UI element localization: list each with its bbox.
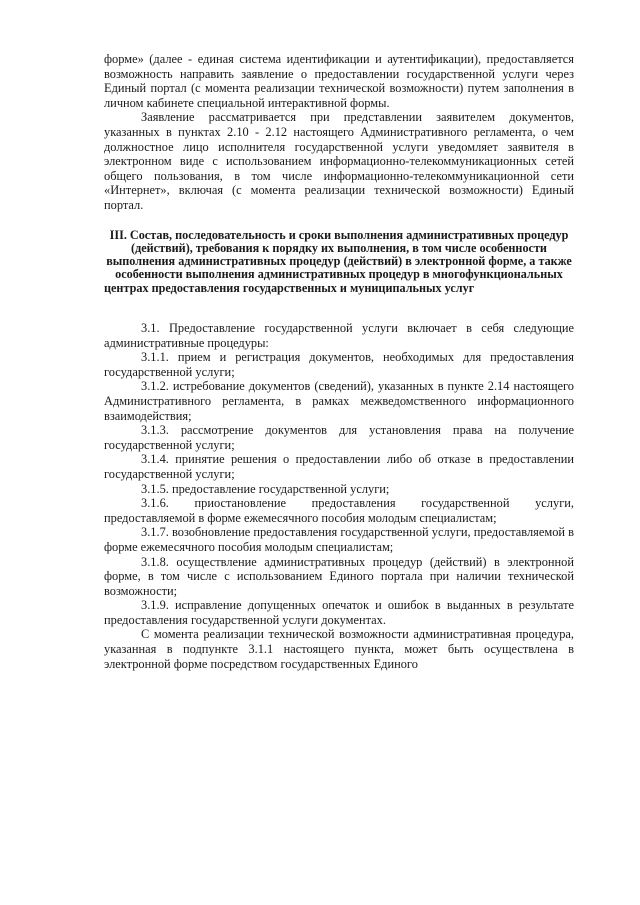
section-heading: III. Состав, последовательность и сроки выполнения административных процедур (действий), требования к порядку их выполнения, в том числе особенности выполнения административных процедур (действий) в электронной форме, а также особенности выполнения административных процедур в многофункциональных центрах предоставления государственных и муниципальных услуг — [104, 227, 572, 295]
list-item-3-1-2: 3.1.2. истребование документов (сведений), указанных в пункте 2.14 настоящего Административного регламента, в рамках межведомственного информационного взаимодействия; — [104, 379, 574, 423]
paragraph-2: Заявление рассматривается при представлении заявителем документов, указанных в пунктах 2.10 - 2.12 настоящего Административного регламента, о чем должностное лицо исполнителя государственной услуги уведомляет заявителя в электронном виде с использованием информационно-телекоммуникационных сетей общего пользования, в том числе информационно-телекоммуникационной сети «Интернет», включая (с момента реализации технической возможности) Единый портал. — [104, 110, 574, 212]
closing-paragraph: С момента реализации технической возможности административная процедура, указанная в подпункте 3.1.1 настоящего пункта, может быть осуществлена в электронной форме посредством государственных Единого — [104, 627, 574, 671]
paragraph-1: форме» (далее - единая система идентификации и аутентификации), предоставляется возможность направить заявление о предоставлении государственной услуги через Единый портал (с момента реализации технической возможности) путем заполнения в личном кабинете специальной интерактивной формы. — [104, 52, 574, 110]
list-item-3-1-6: 3.1.6. приостановление предоставления государственной услуги, предоставляемой в форме ежемесячного пособия молодым специалистам; — [104, 496, 574, 525]
list-item-3-1-3: 3.1.3. рассмотрение документов для установления права на получение государственной услуги; — [104, 423, 574, 452]
list-item-3-1-9: 3.1.9. исправление допущенных опечаток и ошибок в выданных в результате предоставления государственной услуги документах. — [104, 598, 574, 627]
document-body — [104, 52, 574, 671]
list-item-3-1-7: 3.1.7. возобновление предоставления государственной услуги, предоставляемой в форме ежемесячного пособия молодым специалистам; — [104, 525, 574, 554]
list-item-3-1-1: 3.1.1. прием и регистрация документов, необходимых для предоставления государственной услуги; — [104, 350, 574, 379]
list-item-3-1-8: 3.1.8. осуществление административных процедур (действий) в электронной форме, в том числе с использованием Единого портала при наличии технической возможности; — [104, 554, 574, 598]
list-item-3-1: 3.1. Предоставление государственной услуги включает в себя следующие административные процедуры: — [104, 321, 574, 350]
list-item-3-1-5: 3.1.5. предоставление государственной услуги; — [141, 481, 390, 496]
list-item-3-1-4: 3.1.4. принятие решения о предоставлении либо об отказе в предоставлении государственной услуги; — [104, 452, 574, 481]
